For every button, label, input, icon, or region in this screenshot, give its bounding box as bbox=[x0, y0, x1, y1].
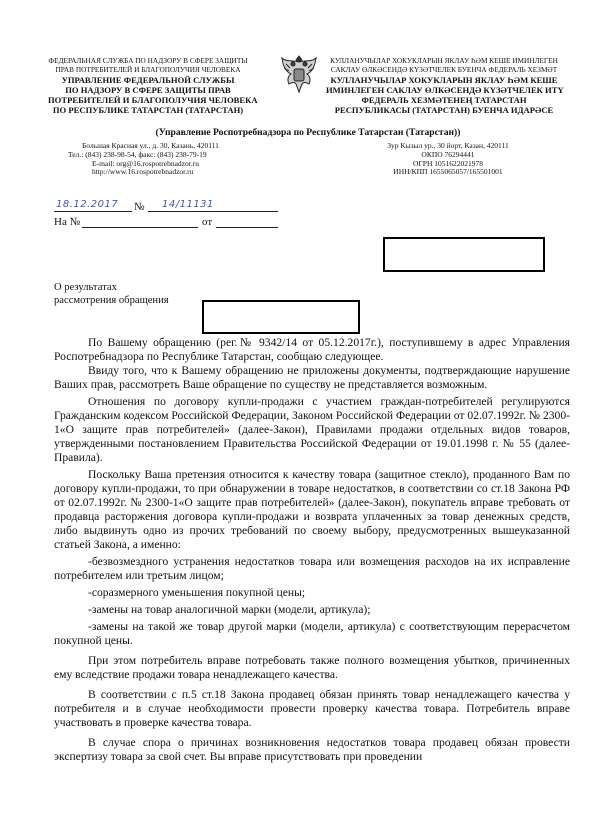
paragraph-4: Поскольку Ваша претензия относится к качеству товара (защитное стекло), проданного Вам по договору купли-продажи, то при обнаружении в товаре недостатков, в соответствии со ст.18 Закона РФ от 02.07.1992г. № 2300-1«О защите прав потребителей» (далее-Закон), покупатель вправе требовать от продавца расторжения договора купли-продажи и возврата уплаченных за товар денежных средств, либо выдвинуть одно из прочих требований по своему выбору, предусмотренных вышеуказанной статьей Закона, а именно: bbox=[54, 468, 570, 551]
list-item-1: -безвозмездного устранения недостатков товара или возмещения расходов на их исправление потребителем или третьим лицом; bbox=[54, 555, 570, 582]
on-number-label: На № bbox=[54, 216, 81, 228]
redacted-name-box bbox=[202, 300, 360, 334]
number-handwritten: 14/11131 bbox=[162, 199, 214, 210]
contacts-right-address: Зур Кызыл ур., 30 йорт, Казан, 420111 bbox=[387, 141, 509, 150]
paragraph-6: В соответствии с п.5 ст.18 Закона продавец обязан принять товар ненадлежащего качества у потребителя и в случае необходимости провести проверку качества товара. Потребитель вправе участвовать в проверке качества товара. bbox=[54, 688, 570, 729]
contacts-left bbox=[68, 142, 219, 177]
header-left-bold1: УПРАВЛЕНИЕ ФЕДЕРАЛЬНОЙ СЛУЖБЫ bbox=[61, 74, 235, 85]
contacts-left-address: Большая Красная ул., д. 30, Казань, 420111 bbox=[82, 141, 219, 150]
header-right-line1: КУЛЛАНУЧЫЛАР ХОКУКЛАРЫН ЯКЛАУ ҺӘМ КЕШЕ ИМИНЛЕГЕН bbox=[330, 56, 558, 65]
subject-line1: О результатах bbox=[54, 282, 117, 293]
on-number-line bbox=[82, 227, 198, 228]
letter-body bbox=[54, 336, 570, 764]
contacts-left-phone: Тел.: (843) 238-98-54, факс: (843) 238-79-19 bbox=[68, 149, 207, 159]
header-center bbox=[48, 128, 568, 138]
header-right-bold4: РЕСПУБЛИКАСЫ (ТАТАРСТАН) БУЕНЧА ИДАРӘСЕ bbox=[334, 104, 554, 115]
contacts-right-inn: ИНН/КПП 1655065057/165501001 bbox=[393, 167, 503, 177]
header-right-bold3: ФЕДЕРАЛЬ ХЕЗМӘТЕНЕҢ ТАТАРСТАН bbox=[361, 94, 527, 105]
contacts-right-ogrn: ОГРН 1051622021978 bbox=[413, 158, 483, 168]
list-item-3: -замены на товар аналогичной марки (модели, артикула); bbox=[88, 603, 371, 616]
header-right-bold1: КУЛЛАНУЧЫЛАР ХОКУКЛАРЫН ЯКЛАУ ҺӘМ КЕШЕ bbox=[330, 74, 558, 85]
date-handwritten: 18.12.2017 bbox=[56, 199, 119, 210]
header-left-bold2: ПО НАДЗОРУ В СФЕРЕ ЗАЩИТЫ ПРАВ bbox=[65, 84, 231, 95]
contacts-left-site: http://www.16.rospotrebnadzor.ru bbox=[92, 167, 194, 177]
header-right-bold2: ИМИНЛЕГЕН САКЛАУ ӨЛКӘСЕНДӘ КҮЗӘТЧЕЛЕК ИТҮ bbox=[326, 84, 564, 95]
list-item-2: -соразмерного уменьшения покупной цены; bbox=[88, 586, 306, 599]
header-right-line2: САКЛАУ ӨЛКӘСЕНДӘ КҮЗӘТЧЕЛЕК БУЕНЧА ФЕДЕРАЛЬ ХЕЗМӘТ bbox=[330, 65, 558, 75]
header-left-bold3: ПОТРЕБИТЕЛЕЙ И БЛАГОПОЛУЧИЯ ЧЕЛОВЕКА bbox=[48, 94, 258, 105]
contacts-right bbox=[358, 142, 538, 177]
paragraph-1: По Вашему обращению (рег.№ 9342/14 от 05.12.2017г.), поступившему в адрес Управления Роспотребнадзора по Республике Татарстан, сообщаю следующее. bbox=[54, 336, 570, 363]
contacts-right-okpo: ОКПО 76294441 bbox=[421, 149, 475, 159]
coat-of-arms-emblem bbox=[278, 52, 320, 98]
number-label: № bbox=[134, 201, 145, 213]
contacts-left-email: E-mail: org@16.rospotrebnadzor.ru bbox=[92, 158, 199, 168]
header-left-line1: ФЕДЕРАЛЬНАЯ СЛУЖБА ПО НАДЗОРУ В СФЕРЕ ЗАЩИТЫ bbox=[48, 56, 248, 65]
number-line bbox=[148, 211, 278, 212]
subject-line2: рассмотрения обращения bbox=[54, 294, 169, 306]
paragraph-5: При этом потребитель вправе потребовать также полного возмещения убытков, причиненных ему вследствие продажи товара ненадлежащего качества. bbox=[54, 654, 570, 681]
date-line bbox=[54, 211, 132, 212]
header-left bbox=[48, 56, 258, 115]
subject bbox=[54, 282, 169, 307]
paragraph-3: Отношения по договору купли-продажи с участием граждан-потребителей регулируются Гражданским кодексом Российской Федерации, Законом Российской Федерации от 02.07.1992г. № 2300-1«О защите прав потребителей» (далее-Закон), Правилами продажи отдельных видов товаров, утвержденными постановлением Правительства Российской Федерации от 19.01.1998 г. № 55 (далее-Правила). bbox=[54, 395, 570, 464]
list-item-4: -замены на такой же товар другой марки (модели, артикула) с соответствующим перерасчетом покупной цены. bbox=[54, 620, 570, 647]
header-center-title: (Управление Роспотребнадзора по Республике Татарстан (Татарстан)) bbox=[155, 127, 461, 138]
paragraph-2: Ввиду того, что к Вашему обращению не приложены документы, подтверждающие нарушение Ваших прав, рассмотреть Ваше обращение по существу не представляется возможным. bbox=[54, 364, 570, 391]
header-left-line2: ПРАВ ПОТРЕБИТЕЛЕЙ И БЛАГОПОЛУЧИЯ ЧЕЛОВЕКА bbox=[55, 65, 241, 75]
paragraph-7: В случае спора о причинах возникновения недостатков товара продавец обязан провести экспертизу товара за свой счет. Вы вправе присутствовать при проведении bbox=[54, 736, 570, 763]
header-right bbox=[326, 56, 562, 115]
from-label: от bbox=[202, 216, 213, 228]
redacted-addressee-box bbox=[383, 237, 545, 272]
header-left-bold4: ПО РЕСПУБЛИКЕ ТАТАРСТАН (ТАТАРСТАН) bbox=[52, 104, 244, 115]
from-line bbox=[216, 227, 278, 228]
